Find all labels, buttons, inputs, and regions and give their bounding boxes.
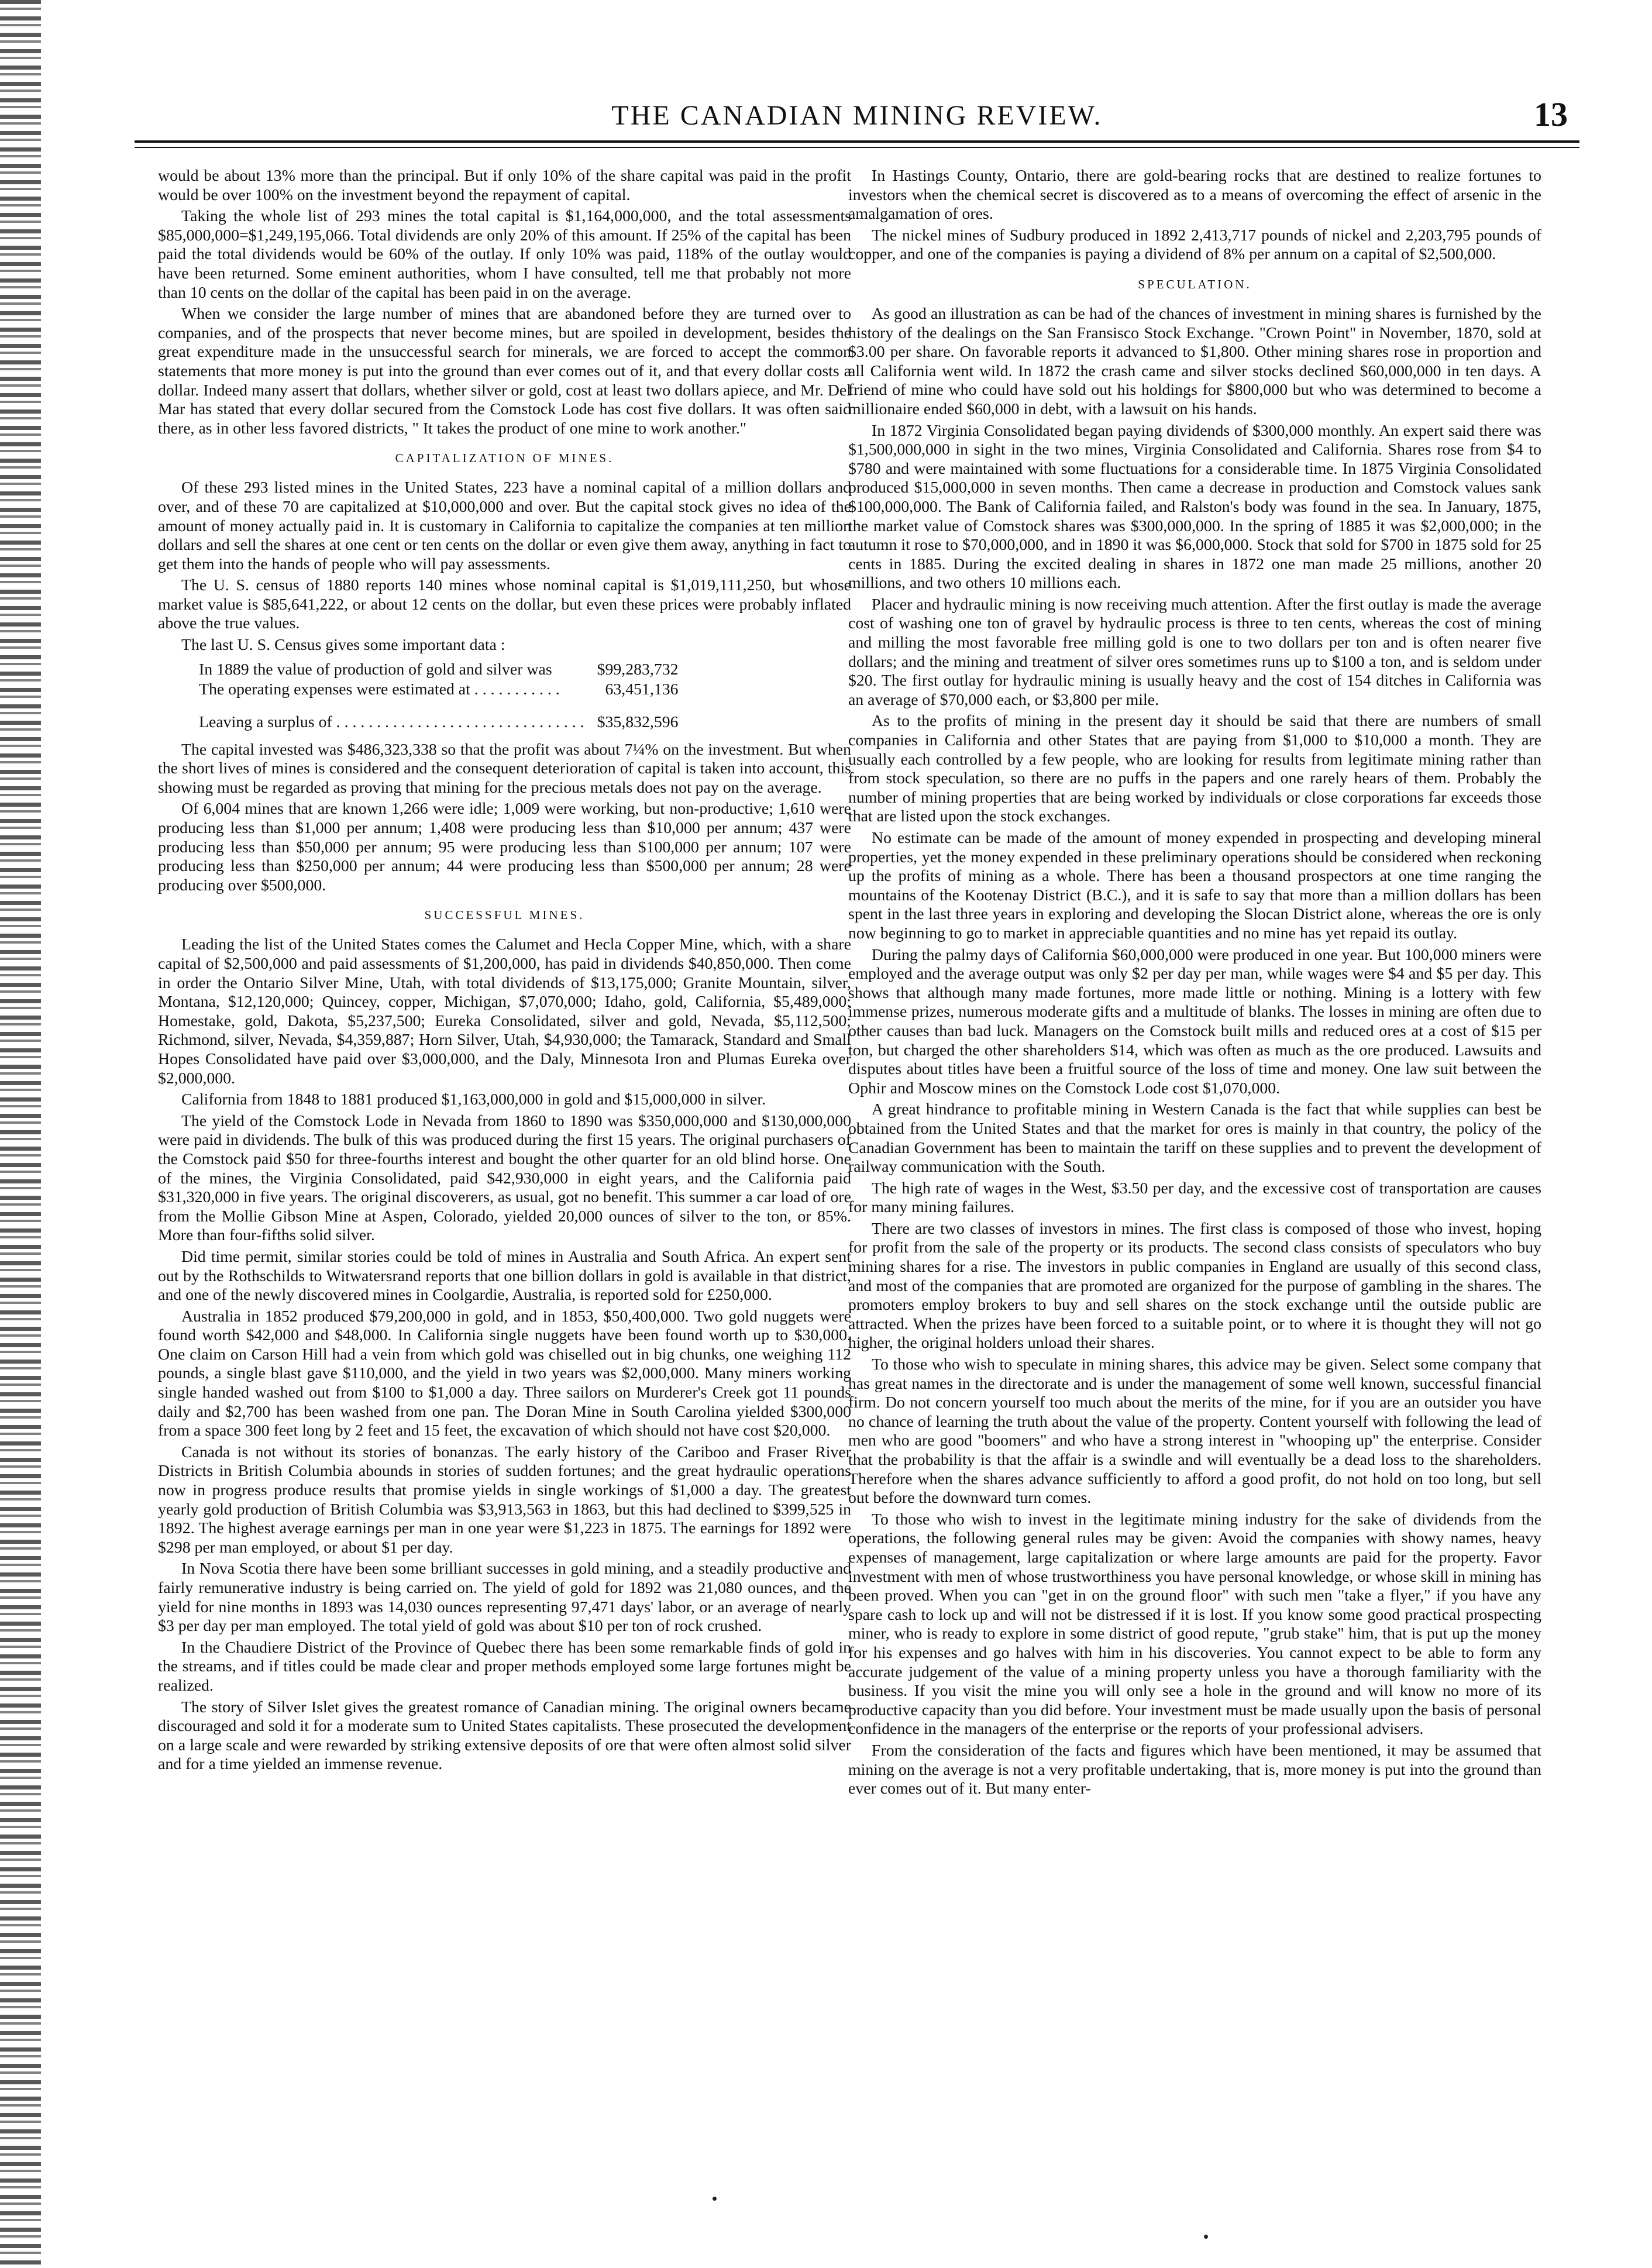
paragraph: The U. S. census of 1880 reports 140 mines whose nominal capital is $1,019,111,250, but whose market value is $85,641,222, or about 12 cents on the dollar, but even these prices were probably inflated above the true values.: [158, 576, 851, 633]
header-rule-thin: [135, 147, 1579, 148]
table-row: [199, 660, 679, 680]
paragraph: Of 6,004 mines that are known 1,266 were idle; 1,009 were working, but non-productive; 1,610 were producing less than $1,000 per annum; 1,408 were producing less than $10,000 per annum; 437 were producing less than $50,000 per annum; 95 were producing less than $100,000 per annum; 107 were producing less than $250,000 per annum; 44 were producing less than $500,000 per annum; 28 were producing over $500,000.: [158, 800, 851, 894]
paragraph: A great hindrance to profitable mining in Western Canada is the fact that while supplies can best be obtained from the United States and that the market for ores is mainly in that country, the policy of the Canadian Government has been to maintain the tariff on these supplies and to prevent the development of railway communication with the South.: [848, 1100, 1541, 1176]
paragraph: The high rate of wages in the West, $3.50 per day, and the excessive cost of transportation are causes for many mining failures.: [848, 1179, 1541, 1217]
paragraph: There are two classes of investors in mines. The first class is composed of those who invest, hoping for profit from the sale of the property or its products. The second class consists of speculators who buy mining shares for a rise. The investors in public companies in England are usually of this second class, and most of the companies that are promoted are organized for the purpose of gambling in the shares. The promoters employ brokers to buy and sell shares on the stock exchange until the outside public are attracted. When the prizes have been forced to a suitable point, or to where it is thought they will not go higher, the original holders unload their shares.: [848, 1219, 1541, 1352]
paragraph: During the palmy days of California $60,000,000 were produced in one year. But 100,000 miners were employed and the average output was only $2 per day per man, while wages were $4 and $5 per day. This shows that although many made fortunes, more made little or nothing. Mining is a lottery with few immense prizes, numerous moderate gifts and a multitude of blanks. The losses in mining are often due to other causes than bad luck. Managers on the Comstock built mills and reduced ores at a cost of $15 per ton, but charged the other shareholders $14, which was often as much as the ore produced. Lawsuits and disputes about titles have been a fruitful source of the loss of time and money. One law suit between the Ophir and Moscow mines on the Comstock Lode cost $1,070,000.: [848, 945, 1541, 1097]
paragraph: Taking the whole list of 293 mines the total capital is $1,164,000,000, and the total assessments $85,000,000=$1,249,195,066. Total dividends are only 20% of this amount. If 25% of the capital has been paid the total dividends would be 60% of the outlay. If only 10% was paid, 118% of the outlay would have been returned. Some eminent authorities, whom I have consulted, tell me that probably not more than 10 cents on the dollar of the capital has been paid in on the average.: [158, 207, 851, 302]
paragraph: The last U. S. Census gives some important data :: [181, 636, 505, 655]
table-cell-label: In 1889 the value of production of gold and silver was: [199, 660, 552, 679]
section-heading: SUCCESSFUL MINES.: [424, 908, 585, 923]
census-table: [199, 660, 679, 732]
paragraph: Leading the list of the United States comes the Calumet and Hecla Copper Mine, which, with a share capital of $2,500,000 and paid assessments of $1,200,000, has paid in dividends $40,850,000. Then come in order the Ontario Silver Mine, Utah, with total dividends of $13,175,000; Granite Mountain, silver, Montana, $12,120,000; Quincey, copper, Michigan, $7,070,000; Idaho, gold, California, $5,489,000; Homestake, gold, Dakota, $5,237,500; Eureka Consolidated, silver and gold, Nevada, $5,112,500; Richmond, silver, Nevada, $4,359,887; Horn Silver, Utah, $4,930,000; the Tamarack, Standard and Small Hopes Consolidated have paid over $3,000,000, and the Daly, Minnesota Iron and Plumas Eureka over $2,000,000.: [158, 935, 851, 1087]
page-header: [135, 95, 1579, 140]
table-row: [199, 713, 679, 732]
paragraph: Canada is not without its stories of bonanzas. The early history of the Cariboo and Fraser River Districts in British Columbia abounds in stories of sudden fortunes; and the great hydraulic operations now in progress produce results that promise yields in single workings of $1,000 a day. The greatest yearly gold production of British Columbia was $3,913,563 in 1863, but this had declined to $399,525 in 1892. The highest average earnings per man in one year were $1,223 in 1875. The earnings for 1892 were $298 per man employed, or about $1 per day.: [158, 1443, 851, 1557]
paragraph: Did time permit, similar stories could be told of mines in Australia and South Africa. An expert sent out by the Rothschilds to Witwatersrand reports that one billion dollars in gold is available in that district, and one of the newly discovered mines in Coolgardie, Australia, is reported sold for £250,000.: [158, 1247, 851, 1305]
paragraph: The yield of the Comstock Lode in Nevada from 1860 to 1890 was $350,000,000 and $130,000,000 were paid in dividends. The bulk of this was produced during the first 15 years. The original purchasers of the Comstock paid $50 for three-fourths interest and bought the other quarter for an old blind horse. One of the mines, the Virginia Consolidated, paid $42,930,000 in eight years, and the California paid $31,320,000 in five years. The original discoverers, as usual, got no benefit. This summer a car load of ore from the Mollie Gibson Mine at Aspen, Colorado, yielded 20,000 ounces of silver to the ton, or 85%. More than four-fifths solid silver.: [158, 1111, 851, 1245]
paragraph: As good an illustration as can be had of the chances of investment in mining shares is furnished by the history of the dealings on the San Fransisco Stock Exchange. "Crown Point" in November, 1870, sold at $3.00 per share. On favorable reports it advanced to $1,800. Other mining shares rose in proportion and all California went wild. In 1872 the crash came and silver stocks declined $60,000,000 in ten days. A friend of mine who could have sold out his holdings for $800,000 but who was determined to become a millionaire ended $60,000 in debt, with a lawsuit on his hands.: [848, 304, 1541, 418]
paragraph: Australia in 1852 produced $79,200,000 in gold, and in 1853, $50,400,000. Two gold nuggets were found worth $42,000 and $48,000. In California single nuggets have been found worth up to $30,000. One claim on Carson Hill had a vein from which gold was chiselled out in big chunks, one weighing 112 pounds, a single blast gave $110,000, and the yield in two years was $2,000,000. Many miners working single handed washed out from $100 to $1,000 a day. Three sailors on Murderer's Creek got 11 pounds daily and $2,700 has been washed from one pan. The Doran Mine in South Carolina yielded $300,000 from a space 300 feet long by 2 feet and 15 feet, the excavation of which should not have cost $20,000.: [158, 1307, 851, 1440]
paragraph: No estimate can be made of the amount of money expended in prospecting and developing mineral properties, yet the money expended in these preliminary operations should be considered when reckoning up the profits of mining as a whole. There has been a thousand prospectors at one time ranging the mountains of the Kootenay District (B.C.), and it is safe to say that more than a million dollars has been spent in the last three years in exploring and developing the Slocan District alone, whereas the ore is only now beginning to go to market in appreciable quantities and no mine has yet repaid its outlay.: [848, 829, 1541, 942]
paragraph: would be about 13% more than the principal. But if only 10% of the share capital was paid in the profit would be over 100% on the investment beyond the repayment of capital.: [158, 167, 851, 204]
paragraph: In Hastings County, Ontario, there are gold-bearing rocks that are destined to realize fortunes to investors when the chemical secret is discovered as to a means of overcoming the effect of arsenic in the amalgamation of ores.: [848, 167, 1541, 223]
page-number: 13: [1534, 95, 1568, 133]
paragraph: In the Chaudiere District of the Province of Quebec there has been some remarkable finds of gold in the streams, and if titles could be made clear and proper methods employed some large fortunes might be realized.: [158, 1638, 851, 1695]
right-column: [848, 167, 1541, 2167]
paragraph: As to the profits of mining in the present day it should be said that there are numbers of small companies in California and other States that are paying from $1,000 to $10,000 a month. They are usually each controlled by a few people, who are looking for results from legitimate mining rather than from stock speculation, so there are no puffs in the papers and one rarely hears of them. Probably the number of mining properties that are being worked by individuals or close corporations far exceeds those that are listed upon the stock exchanges.: [848, 712, 1541, 826]
left-column: [158, 167, 851, 2167]
paragraph: In 1872 Virginia Consolidated began paying dividends of $300,000 monthly. An expert said there was $1,500,000,000 in sight in the two mines, Virginia Consolidated and California. Shares rose from $4 to $780 and were maintained with some fluctuations for a considerable time. In 1875 Virginia Consolidated produced $15,000,000 in seven months. Then came a decrease in production and Comstock values sank $100,000,000. The Bank of California failed, and Ralston's body was found in the sea. In January, 1875, the market value of Comstock shares was $300,000,000. In the spring of 1885 it was $2,000,000; in the autumn it rose to $70,000,000, and in 1890 it was $6,000,000. Stock that sold for $700 in 1875 sold for 25 cents in 1885. During the excited dealing in shares in 1872 one man made 25 millions, another 20 millions, and two others 10 millions each.: [848, 421, 1541, 593]
paragraph: To those who wish to speculate in mining shares, this advice may be given. Select some company that has great names in the directorate and is under the management of some well known, successful financial firm. Do not concern yourself too much about the merits of the mine, for if you are an outsider you have no chance of learning the truth about the value of the property. Content yourself with following the lead of men who are good "boomers" and who have a strong interest in "whooping up" the enterprise. Consider that the probability is that the affair is a swindle and will eventually be a dead loss to the shareholders. Therefore when the shares advance sufficiently to afford a good profit, do not hold on too long, but sell out before the downward turn comes.: [848, 1355, 1541, 1508]
table-cell-value: $99,283,732: [597, 660, 679, 679]
paragraph: Placer and hydraulic mining is now receiving much attention. After the first outlay is made the average cost of washing one ton of gravel by hydraulic process is three to ten cents, whereas the cost of mining and milling the most favorable free milling gold is one to two dollars per ton and is often nearer five dollars; and the mining and treatment of silver ores sometimes runs up to $100 a ton, and is seldom under $20. The first outlay for hydraulic mining is usually heavy and the cost of 154 ditches in California was an average of $70,000 each, or $3,800 per mile.: [848, 595, 1541, 709]
paragraph: The nickel mines of Sudbury produced in 1892 2,413,717 pounds of nickel and 2,203,795 pounds of copper, and one of the companies is paying a dividend of 8% per annum on a capital of $2,500,000.: [848, 226, 1541, 264]
paragraph: California from 1848 to 1881 produced $1,163,000,000 in gold and $15,000,000 in silver.: [181, 1090, 766, 1109]
section-heading: SPECULATION.: [1138, 277, 1252, 291]
table-cell-value: 63,451,136: [605, 680, 679, 698]
header-rule: [135, 140, 1579, 143]
section-heading: CAPITALIZATION OF MINES.: [395, 451, 614, 466]
paragraph: The story of Silver Islet gives the greatest romance of Canadian mining. The original owners became discouraged and sold it for a moderate sum to United States capitalists. These prosecuted the development on a large scale and were rewarded by striking extensive deposits of ore that were often almost solid silver and for a time yielded an immense revenue.: [158, 1698, 851, 1774]
table-cell-value: $35,832,596: [597, 713, 679, 731]
binding-edge: [0, 0, 41, 2268]
paragraph: To those who wish to invest in the legitimate mining industry for the sake of dividends from the operations, the following general rules may be given: Avoid the companies with showy names, heavy expenses of management, large capitalization or where large amounts are paid for the property. Favor investment with men of whose trustworthiness you have personal knowledge, or whose skill in mining has been proved. When you can "get in on the ground floor" with such men "take a flyer," if you have any spare cash to lock up and will not be distressed if it is lost. If you know some good practical prospecting miner, who is ready to explore in some district of good repute, "grub stake" him, that is put up the money for his expenses and go halves with him in his discoveries. You cannot expect to be able to form any accurate judgement of the value of a mining property unless you have a thorough familiarity with the business. If you visit the mine you will only see a hole in the ground and will know no more of its productive capacity than you did before. Your investment must be made usually upon the basis of personal confidence in the managers of the enterprise or the reports of your professional advisers.: [848, 1510, 1541, 1739]
paragraph: Of these 293 listed mines in the United States, 223 have a nominal capital of a million dollars and over, and of these 70 are capitalized at $10,000,000 and over. But the capital stock gives no idea of the amount of money actually paid in. It is customary in California to capitalize the companies at ten million dollars and sell the shares at one cent or ten cents on the dollar or even give them away, anything in fact to get them into the hands of people who will pay assessments.: [158, 479, 851, 573]
page-title: THE CANADIAN MINING REVIEW.: [611, 100, 1103, 131]
paragraph: From the consideration of the facts and figures which have been mentioned, it may be assumed that mining on the average is not a very profitable undertaking, that is, more money is put into the ground than ever comes out of it. But many enter-: [848, 1741, 1541, 1798]
paragraph: In Nova Scotia there have been some brilliant successes in gold mining, and a steadily productive and fairly remunerative industry is being carried on. The yield of gold for 1892 was 21,080 ounces, and the yield for nine months in 1893 was 14,030 ounces representing 97,471 days' labor, or an average of nearly $3 per day per man employed. The total yield of gold was about $10 per ton of rock crushed.: [158, 1560, 851, 1636]
table-row: [199, 680, 679, 700]
ink-speck: [713, 2197, 717, 2201]
table-cell-label: Leaving a surplus of . . . . . . . . . . . . . . . . . . . . . . . . . . . . . . .: [199, 713, 584, 731]
paragraph: The capital invested was $486,323,338 so that the profit was about 7¼% on the investment. But when the short lives of mines is considered and the consequent deterioration of capital is taken into account, this showing must be regarded as proving that mining for the precious metals does not pay on the average.: [158, 740, 851, 797]
table-spacer: [199, 700, 679, 713]
table-cell-label: The operating expenses were estimated at . . . . . . . . . . .: [199, 680, 560, 698]
paragraph: When we consider the large number of mines that are abandoned before they are turned over to companies, and of the prospects that never become mines, but are spoiled in development, besides the great expenditure made in the unsuccessful search for minerals, we are forced to accept the common statements that more money is put into the ground than ever comes out of it, and that every dollar costs a dollar. Indeed many assert that dollars, whether silver or gold, cost at least two dollars apiece, and Mr. Del Mar has stated that every dollar secured from the Comstock Lode has cost five dollars. It was often said there, as in other less favored districts, " It takes the product of one mine to work another.": [158, 305, 851, 438]
ink-speck: [1204, 2235, 1208, 2239]
